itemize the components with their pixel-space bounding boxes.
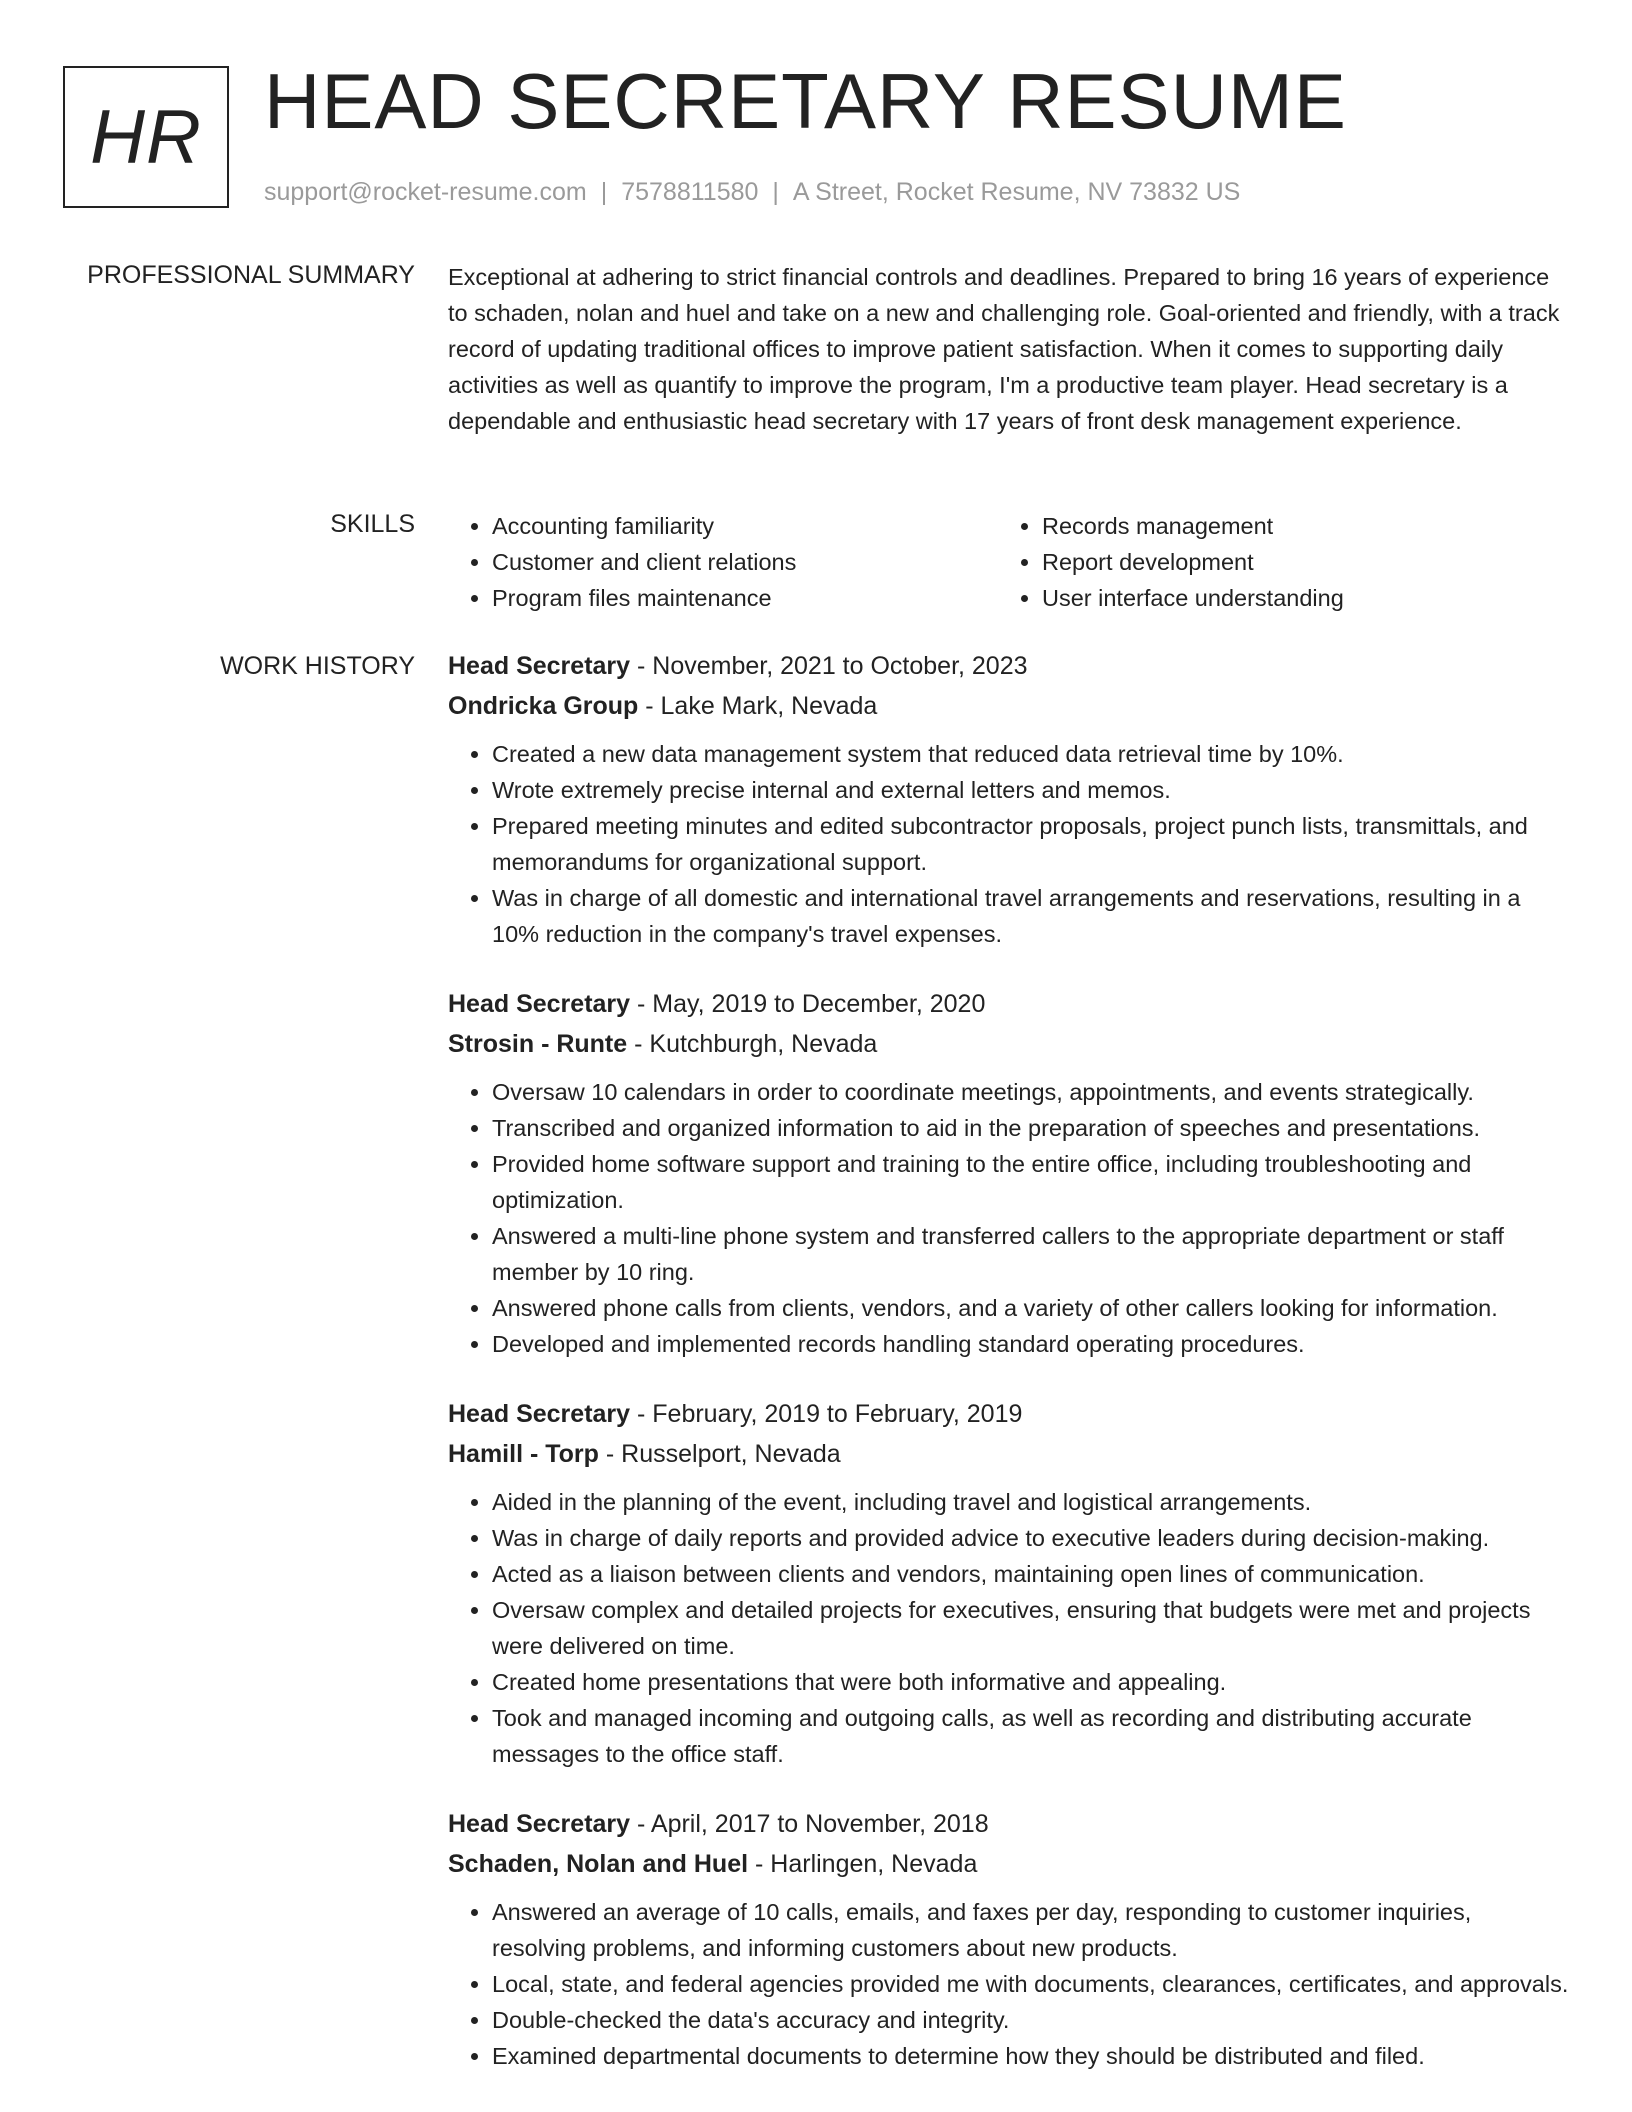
job-company-line [448, 1024, 1570, 1064]
job-company: Ondricka Group [448, 692, 639, 720]
job-bullets [448, 1484, 1570, 1772]
skill-item: • Accounting familiarity [492, 508, 998, 544]
contact-line [264, 176, 1240, 208]
contact-phone: 7578811580 [621, 178, 759, 206]
summary-section [448, 259, 1570, 439]
job-title: Head Secretary [448, 1400, 631, 1428]
job-company: Strosin - Runte [448, 1030, 628, 1058]
job-bullet: • Wrote extremely precise internal and external letters and memos. [492, 772, 1570, 808]
job-company-line [448, 686, 1570, 726]
job-entry [448, 646, 1570, 952]
job-bullet: • Was in charge of all domestic and international travel arrangements and reservations, resulting in a 10% reduction in the company's travel expenses. [492, 880, 1570, 952]
resume-title: HEAD SECRETARY RESUME [264, 57, 1347, 145]
monogram-box [63, 66, 229, 208]
job-bullet: • Acted as a liaison between clients and vendors, maintaining open lines of communication. [492, 1556, 1570, 1592]
job-bullet: • Created home presentations that were both informative and appealing. [492, 1664, 1570, 1700]
monogram-initials: HR [90, 94, 202, 180]
job-bullet: • Provided home software support and training to the entire office, including troubleshooting and optimization. [492, 1146, 1570, 1218]
job-bullet: • Answered a multi-line phone system and transferred callers to the appropriate department or staff member by 10 ring. [492, 1218, 1570, 1290]
skills-section [448, 508, 1570, 616]
job-bullet: • Local, state, and federal agencies provided me with documents, clearances, certificates, and approvals. [492, 1966, 1570, 2002]
job-dates: - April, 2017 to November, 2018 [630, 1810, 989, 1838]
work-history-heading: WORK HISTORY [220, 652, 415, 680]
job-location: - Russelport, Nevada [598, 1440, 841, 1468]
summary-text: Exceptional at adhering to strict financial controls and deadlines. Prepared to bring 16 years of experience to schaden, nolan and huel and take on a new and challenging role. Goal-oriented and friendly, with a track record of updating traditional offices to improve patient satisfaction. When it comes to supporting daily activities as well as quantify to improve the program, I'm a productive team player. Head secretary is a dependable and enthusiastic head secretary with 17 years of front desk management experience. [448, 264, 1560, 434]
skill-item: • Records management [1042, 508, 1548, 544]
job-dates: - February, 2019 to February, 2019 [630, 1400, 1023, 1428]
job-company: Schaden, Nolan and Huel [448, 1850, 749, 1878]
job-bullet: • Was in charge of daily reports and provided advice to executive leaders during decision-making. [492, 1520, 1570, 1556]
skill-item: • Customer and client relations [492, 544, 998, 580]
job-title-line [448, 646, 1570, 686]
job-bullets [448, 1894, 1570, 2074]
job-bullet: • Prepared meeting minutes and edited subcontractor proposals, project punch lists, transmittals, and memorandums for organizational support. [492, 808, 1570, 880]
job-location: - Lake Mark, Nevada [638, 692, 878, 720]
job-bullet: • Created a new data management system that reduced data retrieval time by 10%. [492, 736, 1570, 772]
skill-item: • Program files maintenance [492, 580, 998, 616]
job-location: - Kutchburgh, Nevada [627, 1030, 878, 1058]
skills-heading: SKILLS [330, 510, 415, 538]
work-history-section [448, 646, 1570, 2106]
job-title-line [448, 1804, 1570, 1844]
summary-heading: PROFESSIONAL SUMMARY [87, 261, 415, 289]
contact-separator: | [600, 178, 608, 206]
job-location: - Harlingen, Nevada [748, 1850, 978, 1878]
skills-list-right [998, 508, 1548, 616]
job-entry [448, 1804, 1570, 2074]
job-dates: - May, 2019 to December, 2020 [630, 990, 986, 1018]
skills-list-left [448, 508, 998, 616]
job-bullet: • Oversaw 10 calendars in order to coordinate meetings, appointments, and events strategically. [492, 1074, 1570, 1110]
skill-item: • Report development [1042, 544, 1548, 580]
job-bullet: • Took and managed incoming and outgoing calls, as well as recording and distributing accurate messages to the office staff. [492, 1700, 1570, 1772]
job-bullet: • Developed and implemented records handling standard operating procedures. [492, 1326, 1570, 1362]
job-bullets [448, 1074, 1570, 1362]
job-bullet: • Transcribed and organized information to aid in the preparation of speeches and presentations. [492, 1110, 1570, 1146]
job-dates: - November, 2021 to October, 2023 [630, 652, 1028, 680]
job-company: Hamill - Torp [448, 1440, 599, 1468]
job-entry [448, 1394, 1570, 1772]
job-title-line [448, 984, 1570, 1024]
job-bullet: • Oversaw complex and detailed projects for executives, ensuring that budgets were met and projects were delivered on time. [492, 1592, 1570, 1664]
job-company-line [448, 1844, 1570, 1884]
job-bullets [448, 736, 1570, 952]
job-bullet: • Aided in the planning of the event, including travel and logistical arrangements. [492, 1484, 1570, 1520]
job-entry [448, 984, 1570, 1362]
job-bullet: • Answered an average of 10 calls, emails, and faxes per day, responding to customer inquiries, resolving problems, and informing customers about new products. [492, 1894, 1570, 1966]
contact-email: support@rocket-resume.com [264, 178, 587, 206]
contact-address: A Street, Rocket Resume, NV 73832 US [792, 178, 1241, 206]
job-title: Head Secretary [448, 1810, 631, 1838]
job-title: Head Secretary [448, 652, 631, 680]
job-bullet: • Double-checked the data's accuracy and integrity. [492, 2002, 1570, 2038]
job-bullet: • Answered phone calls from clients, vendors, and a variety of other callers looking for information. [492, 1290, 1570, 1326]
skill-item: • User interface understanding [1042, 580, 1548, 616]
job-company-line [448, 1434, 1570, 1474]
job-bullet: • Examined departmental documents to determine how they should be distributed and filed. [492, 2038, 1570, 2074]
job-title-line [448, 1394, 1570, 1434]
job-title: Head Secretary [448, 990, 631, 1018]
contact-separator: | [772, 178, 779, 206]
